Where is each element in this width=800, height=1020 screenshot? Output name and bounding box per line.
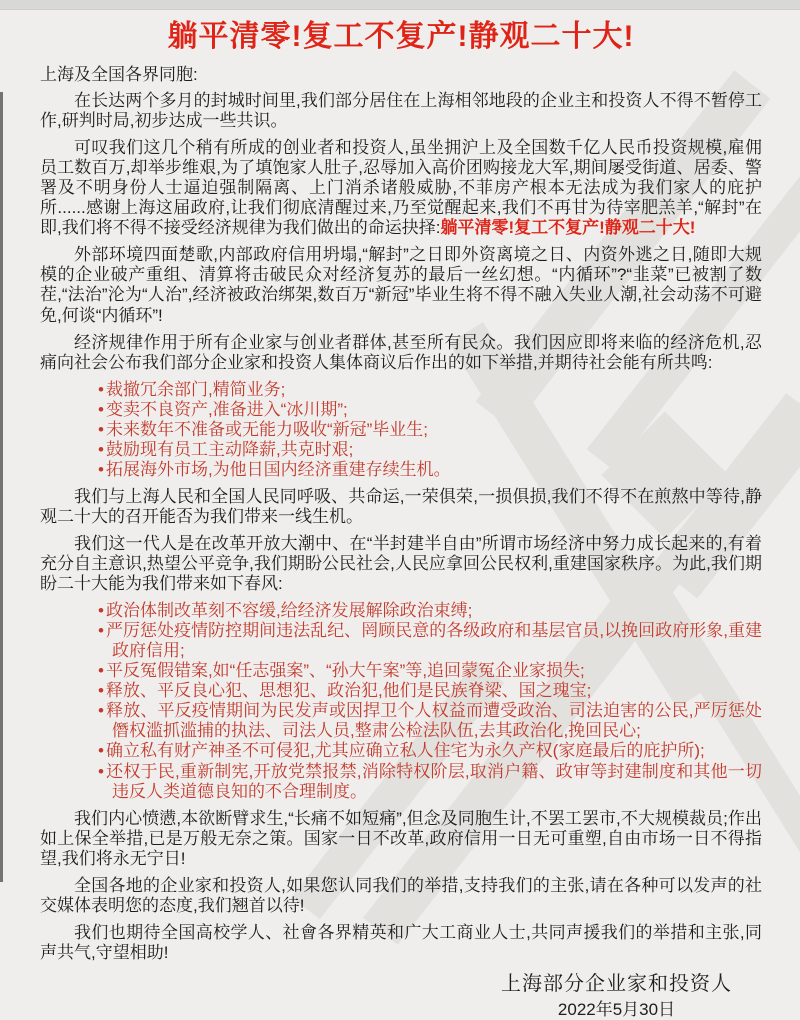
left-edge-shadow	[0, 92, 3, 882]
measure-item: • 未来数年不准备或无能力吸收“新冠”毕业生;	[98, 420, 762, 440]
signature-date: 2022年5月30日	[557, 999, 676, 1019]
paragraph-generation: 我们这一代人是在改革开放大潮中、在“半封建半自由”所谓市场经济中努力成长起来的,有着充分自主意识,热望公平竞争,我们期盼公民社会,人民应拿回公民权利,重建国家秩序。为此,我们期盼二十大能为我们带来如下春风:	[40, 533, 762, 594]
page-title: 躺平清零!复工不复产!静观二十大!	[167, 20, 635, 53]
demand-item: • 确立私有财产神圣不可侵犯,尤其应确立私人住宅为永久产权(家庭最后的庇护所);	[98, 741, 762, 761]
paragraph-environment: 外部环境四面楚歌,内部政府信用坍塌,“解封”之日即外资离境之日、内资外逃之日,随即大规模的企业破产重组、清算将击破民众对经济复苏的最后一丝幻想。“内循环”?“韭菜”已被割了数茬,“法治”沦为“人治”,经济被政治绑架,数百万“新冠”毕业生将不得不融入失业人潮,社会动荡不可避免,何谈“内循环”!	[40, 245, 762, 325]
demand-item: • 平反冤假错案,如“任志强案”、“孙大午案”等,追回蒙冤企业家损失;	[98, 661, 762, 681]
paragraph-intro: 在长达两个多月的封城时间里,我们部分居住在上海相邻地段的企业主和投资人不得不暂停工作,研判时局,初步达成一些共识。	[40, 91, 762, 131]
measure-item: • 裁撤冗余部门,精简业务;	[98, 380, 762, 400]
signature: 上海部分企业家和投资人	[501, 972, 732, 995]
paragraph-lament-slogan: 躺平清零!复工不复产!静观二十大!	[440, 218, 696, 238]
paragraph-wait: 我们与上海人民和全国人民同呼吸、共命运,一荣俱荣,一损俱损,我们不得不在煎熬中等待,静观二十大的召开能否为我们带来一线生机。	[40, 486, 762, 526]
paragraph-economy: 经济规律作用于所有企业家与创业者群体,甚至所有民众。我们因应即将来临的经济危机,忍痛向社会公布我们部分企业家和投资人集体商议后作出的如下举措,并期待社会能有所共鸣:	[40, 332, 762, 372]
signature-block	[501, 973, 732, 1020]
paragraph-lament-text: 可叹我们这几个稍有所成的创业者和投资人,虽坐拥沪上及全国数千亿人民币投资规模,雇佣员工数百万,却举步维艰,为了填饱家人肚子,忍辱加入高价团购接龙大军,期间屡受街道、居委、警署及不明身份人士逼迫强制隔离、上门消杀诸般威胁,不菲房产根本无法成为我们家人的庇护所......感谢上海这届政府,让我们彻底清醒过来,乃至觉醒起来,我们不再甘为待宰肥羔羊,“解封”在即,我们将不得不接受经济规律为我们做出的命运抉择:	[40, 138, 762, 238]
paragraph-lament	[40, 138, 762, 238]
demand-item: • 严厉惩处疫情防控期间违法乱纪、罔顾民意的各级政府和基层官员,以挽回政府形象,重建政府信用;	[98, 621, 762, 661]
salutation: 上海及全国各界同胞:	[40, 65, 198, 84]
measures-list	[40, 380, 762, 480]
demands-list	[40, 601, 762, 801]
demand-item: • 政治体制改革刻不容缓,给经济发展解除政治束缚;	[98, 601, 762, 621]
paragraph-appeal: 全国各地的企业家和投资人,如果您认同我们的举措,支持我们的主张,请在各种可以发声的社交媒体表明您的态度,我们翘首以待!	[40, 875, 762, 915]
measure-item: • 变卖不良资产,准备进入“冰川期”;	[98, 400, 762, 420]
demand-item: • 释放、平反疫情期间为民发声或因捍卫个人权益而遭受政治、司法迫害的公民,严厉惩处僭权滥抓滥捕的执法、司法人员,整肃公检法队伍,去其政治化,挽回民心;	[98, 701, 762, 741]
demand-item: • 还权于民,重新制宪,开放党禁报禁,消除特权阶层,取消户籍、政审等封建制度和其他一切违反人类道德良知的不合理制度。	[98, 762, 762, 802]
demand-item: • 释放、平反良心犯、思想犯、政治犯,他们是民族脊梁、国之瑰宝;	[98, 681, 762, 701]
paragraph-hope: 我们也期待全国高校学人、社會各界精英和广大工商业人士,共同声援我们的举措和主张,同声共气,守望相助!	[40, 922, 762, 962]
paragraph-anguish: 我们内心愤懑,本欲断臂求生,“长痛不如短痛”,但念及同胞生计,不罢工罢市,不大规模裁员;作出如上保全举措,已是万般无奈之策。国家一日不改革,政府信用一日无可重塑,自由市场一日不得指望,我们将永无宁日!	[40, 808, 762, 868]
measure-item: • 鼓励现有员工主动降薪,共克时艰;	[98, 440, 762, 460]
top-strip	[0, 0, 800, 10]
measure-item: • 拓展海外市场,为他日国内经济重建存续生机。	[98, 460, 762, 480]
